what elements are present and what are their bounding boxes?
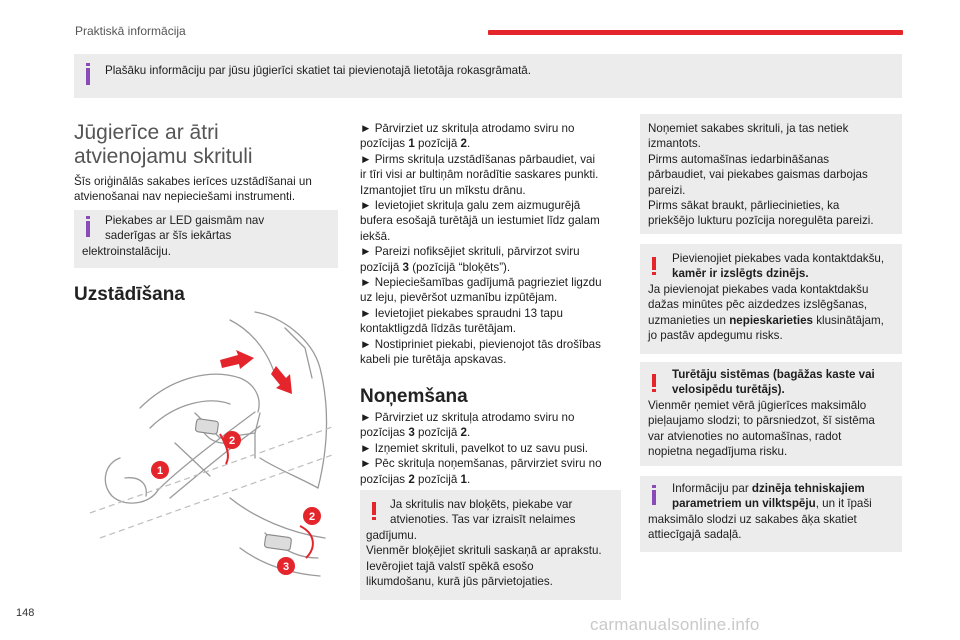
step-line: iekšā. xyxy=(360,229,391,243)
step-line: ► Pārvirziet uz skrituļa atrodamo sviru no xyxy=(360,122,575,135)
note-line: priekšējo lukturu pozīcija noregulēta pareizi. xyxy=(648,214,874,228)
step-line: ir tīri visi ar bultiņām norādītie saskares punkti. xyxy=(360,168,599,182)
warning-line: Ievērojiet tajā valstī spēkā esošo xyxy=(366,559,534,573)
header-accent-bar xyxy=(488,30,903,35)
note-line: Pirms sākat braukt, pārliecinieties, ka xyxy=(648,199,840,213)
led-note-text xyxy=(82,213,264,259)
removal-title: Noņemšana xyxy=(360,386,468,407)
top-note-text: Plašāku informāciju par jūsu jūgierīci skatiet tai pievienotajā lietotāja rokasgrāmatā. xyxy=(105,64,531,77)
section-title xyxy=(74,121,253,169)
step-line: kabeli pie turētāja apskavas. xyxy=(360,353,507,367)
step-line: pozīcijā 3 (pozīcijā “bloķēts”). xyxy=(360,260,511,274)
note-line: Pirms automašīnas iedarbināšanas xyxy=(648,152,830,166)
unlocked-warning-text xyxy=(366,497,602,589)
warning-line: Pievienojiet piekabes vada kontaktdakšu, xyxy=(672,252,885,265)
watermark: carmanualsonline.info xyxy=(590,615,760,634)
warning-line: Ja pievienojat piekabes vada kontaktdakšu xyxy=(648,282,869,296)
led-note-line: saderīgas ar šīs iekārtas xyxy=(105,229,232,243)
note-line: parametriem un vilktspēju, un it īpaši xyxy=(672,497,872,511)
step-line: ► Pirms skrituļa uzstādīšanas pārbaudiet, vai xyxy=(360,152,596,166)
carrier-warning-box xyxy=(640,362,902,466)
warning-line: likumdošanu, kurā jūs pārvietojaties. xyxy=(366,575,553,589)
step-line: ► Ievietojiet piekabes spraudni 13 tapu xyxy=(360,306,563,320)
step-line: ► Ievietojiet skrituļa galu zem aizmugurējā xyxy=(360,199,581,213)
tow-ball-illustration xyxy=(80,308,345,604)
led-note-box xyxy=(74,210,338,268)
callout-2-lower: 2 xyxy=(308,511,316,523)
step-line: pozīcijas 1 pozīcijā 2. xyxy=(360,137,471,151)
warning-line: Vienmēr bloķējiet skrituli saskaņā ar aprakstu. xyxy=(366,544,602,558)
connect-warning-box xyxy=(640,244,902,354)
warning-line: kamēr ir izslēgts dzinējs. xyxy=(672,267,809,281)
step-line: pozīcijas 2 pozīcijā 1. xyxy=(360,472,471,486)
page-number: 148 xyxy=(16,607,35,619)
warning-line: var atvienoties no automašīnas, radot xyxy=(648,429,842,443)
engine-note-box xyxy=(640,476,902,552)
note-line: Noņemiet sakabes skrituli, ja tas netiek xyxy=(648,122,849,135)
step-line: ► Pārvirziet uz skrituļa atrodamo sviru no xyxy=(360,411,575,424)
carrier-warning-text xyxy=(648,367,875,459)
callout-2-upper: 2 xyxy=(228,435,236,447)
warning-line: Ja skritulis nav bloķēts, piekabe var xyxy=(390,498,573,511)
warning-line: gadījumu. xyxy=(366,528,417,542)
note-line: pārbaudiet, vai piekabes gaismas darbojas xyxy=(648,168,868,182)
led-note-line: elektroinstalāciju. xyxy=(82,244,171,258)
install-steps xyxy=(360,121,602,368)
note-line: maksimālo slodzi uz sakabes āķa skatiet xyxy=(648,512,857,526)
step-line: kontaktligzdā līdzās turētājam. xyxy=(360,322,516,336)
unlocked-warning-box xyxy=(360,490,621,600)
step-line: ► Pareizi nofiksējiet skrituli, pārvirzot sviru xyxy=(360,245,580,259)
callout-1: 1 xyxy=(156,465,164,477)
note-line: attiecīgajā sadaļā. xyxy=(648,528,742,542)
led-note-line: Piekabes ar LED gaismām nav xyxy=(105,214,265,227)
remove-note-box xyxy=(640,114,902,234)
section-title-line2: atvienojamu skrituli xyxy=(74,145,253,168)
step-line: pozīcijas 3 pozīcijā 2. xyxy=(360,426,471,440)
intro-line: atvienošanai nav nepieciešami instrumenti. xyxy=(74,190,296,204)
warning-line: uzmanieties un nepieskarieties klusinātājam, xyxy=(648,313,884,327)
step-line: ► Izņemiet skrituli, pavelkot to uz savu pusi. xyxy=(360,441,588,455)
info-icon xyxy=(86,68,90,85)
removal-steps xyxy=(360,410,602,487)
step-line: Izmantojiet tīru un mīkstu drānu. xyxy=(360,183,526,197)
callout-3: 3 xyxy=(282,561,290,573)
warning-line: nopietna negadījuma risku. xyxy=(648,445,788,459)
engine-note-text xyxy=(648,481,872,543)
connect-warning-text xyxy=(648,251,884,343)
warning-line: Vienmēr ņemiet vērā jūgierīces maksimālo xyxy=(648,398,867,412)
step-line: ► Nostipriniet piekabi, pievienojot tās drošības xyxy=(360,337,601,351)
warning-line: Turētāju sistēmas (bagāžas kaste vai xyxy=(672,368,875,381)
intro-text xyxy=(74,174,312,205)
note-line: Informāciju par dzinēja tehniskajiem xyxy=(672,482,865,495)
warning-line: dažas minūtes pēc aizdedzes izslēgšanas, xyxy=(648,298,868,312)
note-line: izmantots. xyxy=(648,137,701,151)
warning-line: velosipēdu turētājs). xyxy=(672,383,785,397)
note-line: pareizi. xyxy=(648,183,686,197)
step-line: ► Pēc skrituļa noņemšanas, pārvirziet sviru no xyxy=(360,457,602,471)
intro-line: Šīs oriģinālās sakabes ierīces uzstādīšanai un xyxy=(74,175,312,188)
warning-line: jo pastāv apdegumu risks. xyxy=(648,329,783,343)
step-line: ► Nepieciešamības gadījumā pagrieziet ligzdu xyxy=(360,276,602,290)
install-title: Uzstādīšana xyxy=(74,284,185,305)
remove-note-text xyxy=(648,121,874,229)
section-title-line1: Jūgierīce ar ātri xyxy=(74,121,219,144)
warning-line: pieļaujamo slodzi; to pārsniedzot, šī sistēma xyxy=(648,414,875,428)
warning-line: atvienoties. Tas var izraisīt nelaimes xyxy=(390,513,576,527)
step-line: uz leju, pievēršot uzmanību izpūtējam. xyxy=(360,291,558,305)
header-section: Praktiskā informācija xyxy=(75,24,186,38)
top-info-box xyxy=(74,54,902,98)
step-line: bufera esošajā turētājā un iestumiet līdz galam xyxy=(360,214,600,228)
